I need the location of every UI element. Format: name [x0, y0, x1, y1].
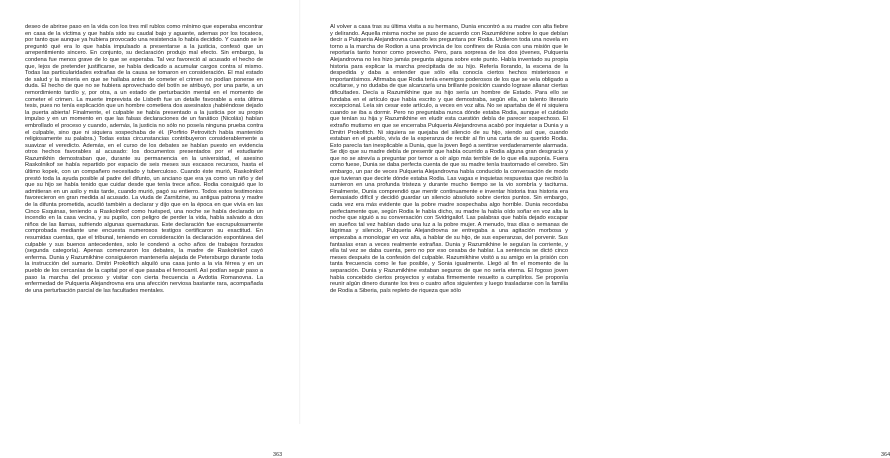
left-page: [25, 24, 283, 458]
left-page-text: deseo de abrirse paso en la vida con los tres mil rublos como mínimo que esperaba encontrar en casa de la víctima y que había sido su caudal bajo y aguante, ademas por los tocateos, por tanto que aunque ya hubiera provocado una resistencia lo había decidido. Y cuando se le preguntó qué era lo que había impulsado a presentarse a la justicia, confesó que un arrepentimiento sincero. En conjunto, su declaración produjo mal efecto. Sin embargo, la condena fue menos grave de lo que se esperaba. Tal vez favoreció al acusado el hecho de que, lejos de pretender justificarse, se había dedicado a acumular cargos contra sí mismo. Todas las particularidades extrañas de la causa se tomaron en consideración. El mal estado de salud y la miseria en que se hallaba antes de cometer el crimen no podían ponerse en duda. El hecho de que no se hubiera aprovechado del botín se atribuyó, por una parte, a un remordimiento tardío y, por otra, a un estado de perturbación mental en el momento de cometer el crimen. La muerte imprevista de Lisbeth fue un detalle favorable a esta última tesis, pues no tenía explicación que un hombre cometiera dos asesinatos ¡habiéndose dejado la puerta abierta! Finalmente, el culpable se había presentado a la justicia por su propio impulso y en un momento en que las falsas declaraciones de un fanático (Nicolás) habían embrollado el proceso y cuando, además, la justicia no sólo no poseía ninguna prueba contra el culpable, sino que ni siquiera sospechaba de él. (Porfirio Petrovitch había mantenido religiosamente su palabra.) Todas estas circunstancias contribuyeron considerablemente a suavizar el veredicto. Además, en el curso de los debates se habían puesto en evidencia otros hechos favorables al acusado: los documentos presentados por el estudiante Razumikhin demostraban que, durante su permanencia en la universidad, el asesino Raskolnikof se había repartido por espacio de seis meses sus escasos recursos, hasta el último kopek, con un compañero necesitado y tuberculoso. Cuando éste murió, Raskolnikof prestó toda la ayuda posible al padre del difunto, un anciano que era ya como un niño y del que su hijo se había tenido que cuidar desde que tenía trece años. Rodia consiguió que lo admitieran en un asilo y más tarde, cuando murió, pagó su entierro. Todos estos testimonios favorecieron en gran medida al acusado. La viuda de Zarnitzine, su antigua patrona y madre de la difunta prometida, acudió también a declarar y dijo que en la época en que vivía en las Cinco Esquinas, teniendo a Raskolnikof como huésped, una noche se había declarado un incendio en la casa vecina, y su pupilo, con peligro de perder la vida, había salvado a dos niños de las llamas, sufriendo algunas quemaduras. Este declaración fue escrupulosamente comprobada mediante une encuesta numerosos testigos certificaron su exactitud. En resumidas cuentas, que el tribunal, teniendo en consideración la declaración espontánea del culpable y sus buenos antecedentes, solo le condenó a ocho años de trabajos forzados (segunda categoría). Apenas comenzaron los debates, la madre de Raskolnikof cayó enferma. Dunia y Razumikhine consiguieron mantenerla alejada de Petersburgo durante toda la instrucción del sumario. Dmitri Prokofitch alquiló una casa junto a la vía férrea y en un pueblo de los cercanías de la capital por el que pasaba el ferrocarril. Así podían seguir paso a paso la marcha del proceso y visitar con cierta frecuencia a Avdotia Romanovna. La enfermedad de Pulqueria Alejandrovna era una afección nerviosa bastante rara, acompañada de una perturbación parcial de las facultades mentales.: [25, 24, 263, 294]
left-page-number: 363: [273, 452, 283, 458]
right-page: [330, 24, 890, 458]
right-page-text: Al volver a casa tras su última visita a su hermano, Dunia encontró a su madre con alta fiebre y delirando. Aquella misma noche se puso de acuerdo con Razumikhine sobre lo que debían decir a Pulqueria Alejandrovna cuando les preguntara por Rodia. Urdieron toda una novela en torno a la marcha de Rodion a una provincia de los confines de Rusia con una misión que le reportaría tanto honor como provecho. Pero, para sorpresa de los dos jóvenes, Pulqueria Alejandrovna no les hizo jamás pregunta alguna sobre este punto. Había inventado su propia historia para explicar la marcha precipitada de su hijo. Refería llorando, la escena de la despedida y daba a entender que sólo ella conocía ciertos hechos misteriosos e importantísimos. Afirmaba que Rodia tenía enemigos poderosos de los que se veía obligado a ocultarse, y no dudaba de que alcanzaría una brillante posición cuando lograse allanar ciertas dificultades. Decía a Razumikhine que su hijo sería un hombre de Estado. Para ello se fundaba en el artículo que había escrito y que demostraba, según ella, un talento literario excepcional. Leía sin cesar este artículo, a veces en voz alta. No se apartaba de él ni siquiera cuando se iba a dormir. Pero no preguntaba nunca dónde estaba Rodia, aunque el cuidado que tenían su hija y Razumikhine en eludir esta cuestión debía de parecer sospechoso. El extraño mutismo en que se encerraba Pulqueria Alejandrovna acabó por inquietar a Dunia y a Dmitri Prokofitch. Ni siquiera se quejaba del silencio de su hijo, siendo así que, cuando estaban en el pueblo, vivía de la esperanza de recibir al fin una carta de su querido Rodia. Esto parecía tan inexplicable a Dunia, que la joven llegó a sentirse verdaderamente alarmada. Se dijo que su madre debía de presentir que había ocurrido a Rodia alguna gran desgracia y que no se atrevía a preguntar por temor a oír algo más terrible de lo que ella suponía. Fuera como fuese, Dunia se daba perfecta cuenta de que su madre tenía trastornado el cerebro. Sin embargo, un par de veces Pulqueria Alejandrovna había conducido la conversación de modo que tuvieran que decirle dónde estaba Rodia. Las vagas e inquietas respuestas que recibió la sumieron en una profunda tristeza y durante mucho tiempo se la vio sombría y taciturna. Finalmente, Dunia comprendió que mentir continuamente e inventar historia tras historia era demasiado difícil y decidió guardar un silencio absoluto sobre ciertos puntos. Sin embargo, cada vez era más evidente que la pobre madre sospechaba algo horrible. Dunia recordaba perfectamente que, según Rodia le había dicho, su madre la había oído soñar en voz alta la noche que siguió a su conversación con Svidrigailof. Las palabras que había dejado escapar en sueños tal vez habían dado una luz a la pobre mujer. A menudo, tras días o semanas de lágrimas y silencio, Pulqueria Alejandrovna se entregaba a una agitación morbosa y empezaba a monologar en voz alta, a hablar de su hijo, de sus esperanzas, del porvenir. Sus fantasías eran a veces realmente extrañas. Dunia y Razumikhine le seguían la corriente, y ella tal vez se daba cuenta, pero no por eso cesaba de hablar. La sentencia se dictó cinco meses después de la confesión del culpable. Razumikhine visitó a su amigo en la prisión con tanta frecuencia como le fue posible, y Sonia igualmente. Llegó al fin el momento de la separación. Dunia y Razumikhine estaban seguros de que no sería eterna. El fogoso joven había concebido ciertos proyectos y estaba firmemente resuelto a cumplirlos. Se proponía reunir algún dinero durante los tres o cuatro años siguientes y luego trasladarse con la familia de Rodia a Siberia, país repleto de riqueza que sólo: [330, 24, 568, 294]
right-page-number: 364: [881, 452, 890, 458]
book-gutter: [299, 0, 301, 424]
